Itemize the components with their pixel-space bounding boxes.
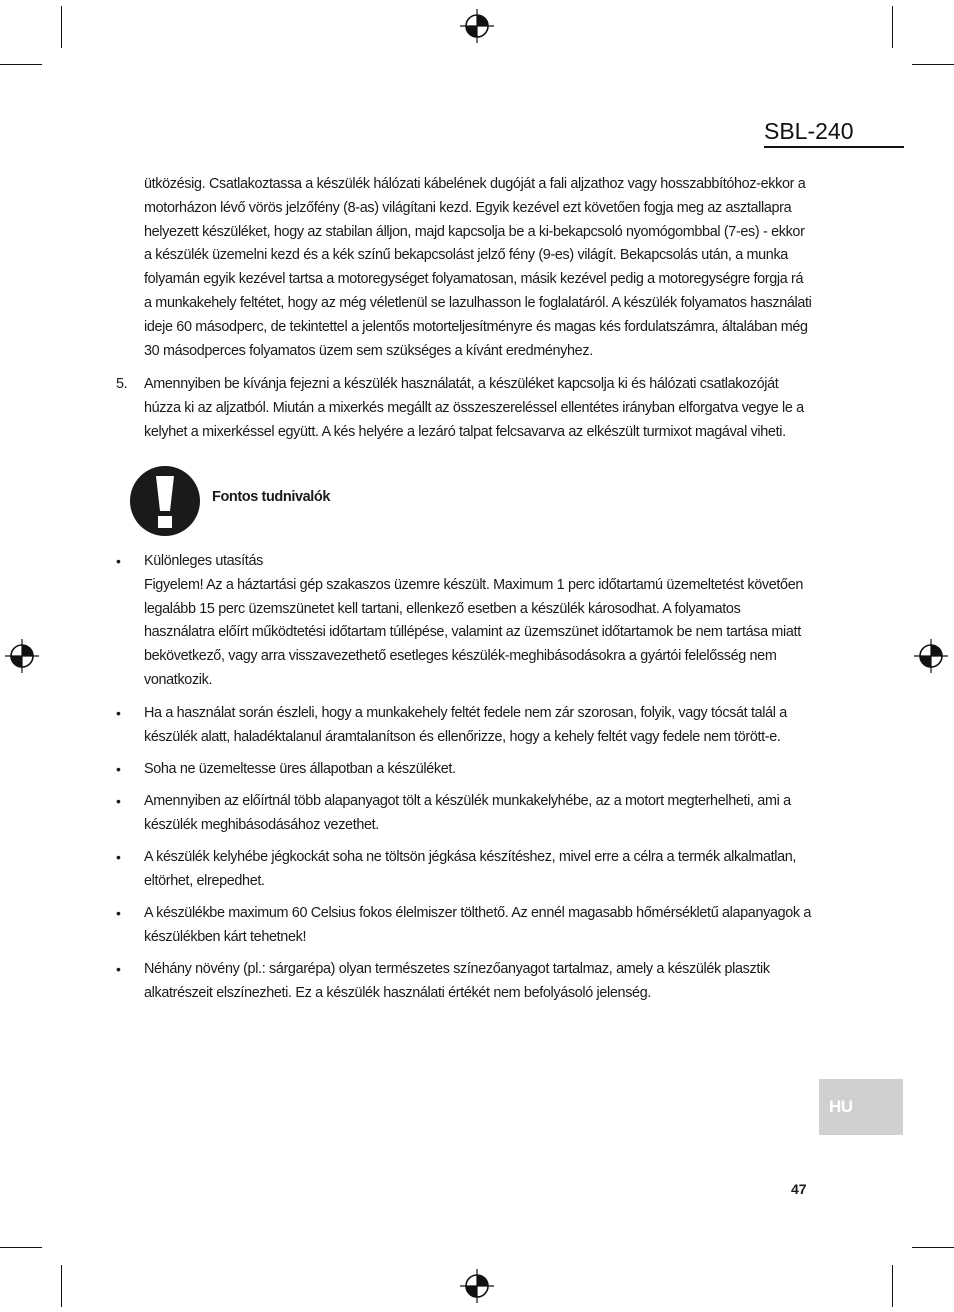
list-item: A készülékbe maximum 60 Celsius fokos élelmiszer tölthető. Az ennél magasabb hőmérsékletű alapanyagok a készülékben kárt tehetnek! [144, 905, 812, 945]
bullet-symbol: • [116, 705, 121, 721]
list-item-text: Figyelem! Az a háztartási gép szakaszos üzemre készült. Maximum 1 perc időtartamú üzemeltetést követően legalább 15 perc üzemszünetet kell tartani, ellenkező esetben a készülék károsodhat. A folyamatos használatra előírt működtetési időtartam túllépése, valamint az üzemszünet időtartamok be nem tartása miatt bekövetkező, vagy arra visszavezethető esetleges készülék-meghibásodásokra a gyártói felelősség nem vonatkozik. [144, 576, 804, 688]
language-tab [819, 1079, 903, 1135]
list-item: Soha ne üzemeltesse üres állapotban a készüléket. [144, 761, 456, 777]
page-number: 47 [791, 1181, 807, 1197]
list-item [144, 550, 814, 693]
list-item: Ha a használat során észleli, hogy a munkakehely feltét fedele nem zár szorosan, folyik, vagy tócsát talál a készülék alatt, haladéktalanul áramtalanítson és ellenőrizze, hogy a kehely feltét vagy fedele nem törött-e. [144, 705, 787, 745]
bullet-symbol: • [116, 761, 121, 777]
exclamation-icon [129, 465, 201, 537]
bullet-symbol: • [116, 849, 121, 865]
list-item: A készülék kelyhébe jégkockát soha ne töltsön jégkása készítéshez, mivel erre a célra a termék alkalmatlan, eltörhet, elrepedhet. [144, 849, 797, 889]
bullet-symbol: • [116, 553, 121, 569]
bullet-symbol: • [116, 793, 121, 809]
bullet-symbol: • [116, 961, 121, 977]
language-label: HU [829, 1097, 853, 1116]
model-name: SBL-240 [764, 116, 904, 148]
step-text: Amennyiben be kívánja fejezni a készülék használatát, a készüléket kapcsolja ki és hálózati csatlakozóját húzza ki az aljzatból. Miután a mixerkés megállt az összeszereléssel ellentétes irányban elforgatva vegye le a kelyhet a mixerkéssel együtt. A kés helyére a lezáró talpat felcsavarva az elkészült turmixot magával viheti. [144, 376, 804, 440]
list-item-heading: Különleges utasítás [144, 553, 263, 569]
bullet-symbol: • [116, 905, 121, 921]
list-item: Amennyiben az előírtnál több alapanyagot tölt a készülék munkakelyhébe, az a motort megterhelheti, ami a készülék meghibásodásához vezethet. [144, 793, 791, 833]
list-item: Néhány növény (pl.: sárgarépa) olyan természetes színezőanyagot tartalmaz, amely a készülék plasztik alkatrészeit elszínezheti. Ez a készülék használati értékét nem befolyásoló jelenség. [144, 961, 770, 1001]
intro-paragraph: ütközésig. Csatlakoztassa a készülék hálózati kábelének dugóját a fali aljzathoz vagy hosszabbítóhoz-ekkor a motorházon lévő vörös jelzőfény (8-as) világítani kezd. Egyik kezével ezt követően fogja meg az asztallapra helyezett készüléket, hogy az stabilan álljon, majd kapcsolja be a ki-bekapcsoló nyomógombbal (7-es) - ekkor a készülék üzemelni kezd és a kék színű bekapcsolást jelző fény (9-es) világít. Bekapcsolás után, a munka folyamán egyik kezével tartsa a motoregységet folyamatosan, másik kezével pedig a motoregységre forgja rá a munkakehely feltétet, hogy az még véletlenül se lazulhasson le foglalatáról. A készülék folyamatos használati ideje 60 másodperc, de tekintettel a jelentős motorteljesítményre és magas kés fordulatszámra, általában még 30 másodperces folyamatos üzem sem szükséges a kívánt eredményhez. [144, 176, 812, 359]
notice-title: Fontos tudnivalók [212, 489, 331, 505]
step-number: 5. [116, 376, 128, 392]
